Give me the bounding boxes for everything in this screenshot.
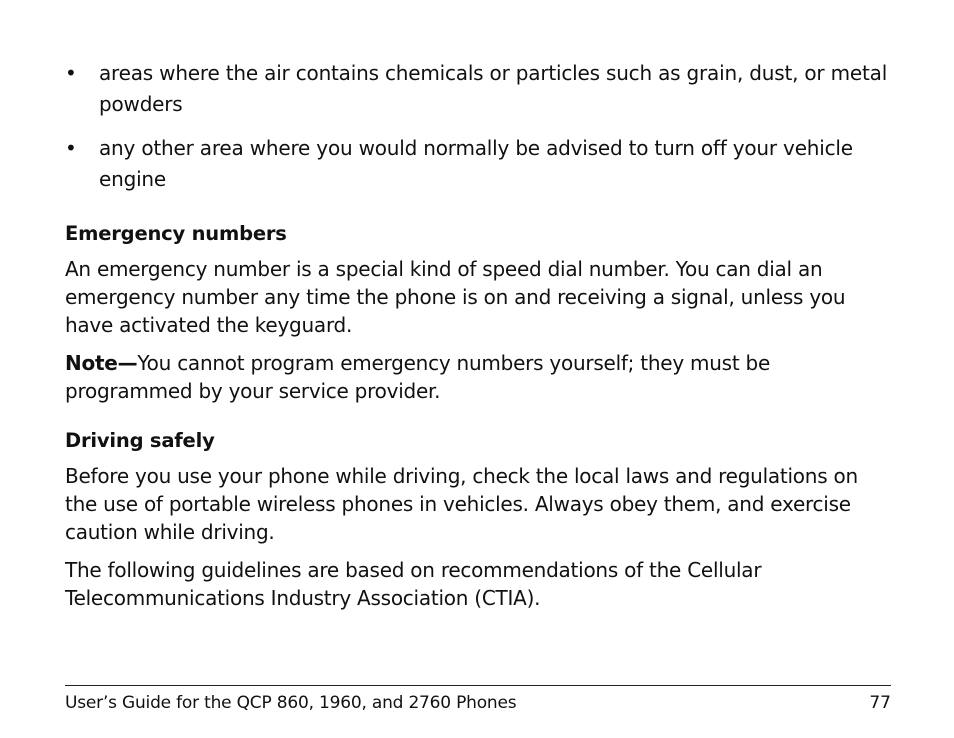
- driving-paragraph-2: The following guidelines are based on recommendations of the Cellular Telecommunications Industry Association (CTIA).: [65, 558, 762, 610]
- note-text: You cannot program emergency numbers yourself; they must be programmed by your service provider.: [65, 351, 771, 403]
- emergency-heading: Emergency numbers: [65, 222, 287, 245]
- bullet-text: areas where the air contains chemicals or particles such as grain, dust, or metal powders: [99, 61, 888, 116]
- bullet-icon: •: [65, 61, 77, 85]
- list-item: [65, 58, 895, 120]
- driving-section: [65, 428, 895, 622]
- driving-paragraph-1: Before you use your phone while driving, check the local laws and regulations on the use of portable wireless phones in vehicles. Always obey them, and exercise caution while driving.: [65, 464, 858, 544]
- emergency-note: [65, 349, 895, 405]
- emergency-paragraph: An emergency number is a special kind of speed dial number. You can dial an emergency number any time the phone is on and receiving a signal, unless you have activated the keyguard.: [65, 257, 846, 337]
- footer-divider: [65, 685, 891, 686]
- bullet-text: any other area where you would normally be advised to turn off your vehicle engine: [99, 136, 853, 191]
- page-number: 77: [869, 693, 891, 713]
- bullet-icon: •: [65, 136, 77, 160]
- footer-title: User’s Guide for the QCP 860, 1960, and 2760 Phones: [65, 693, 517, 713]
- emergency-section: [65, 221, 895, 415]
- note-label: Note—: [65, 351, 138, 375]
- driving-heading: Driving safely: [65, 429, 215, 452]
- bullet-list: [65, 58, 895, 208]
- list-item: [65, 133, 895, 195]
